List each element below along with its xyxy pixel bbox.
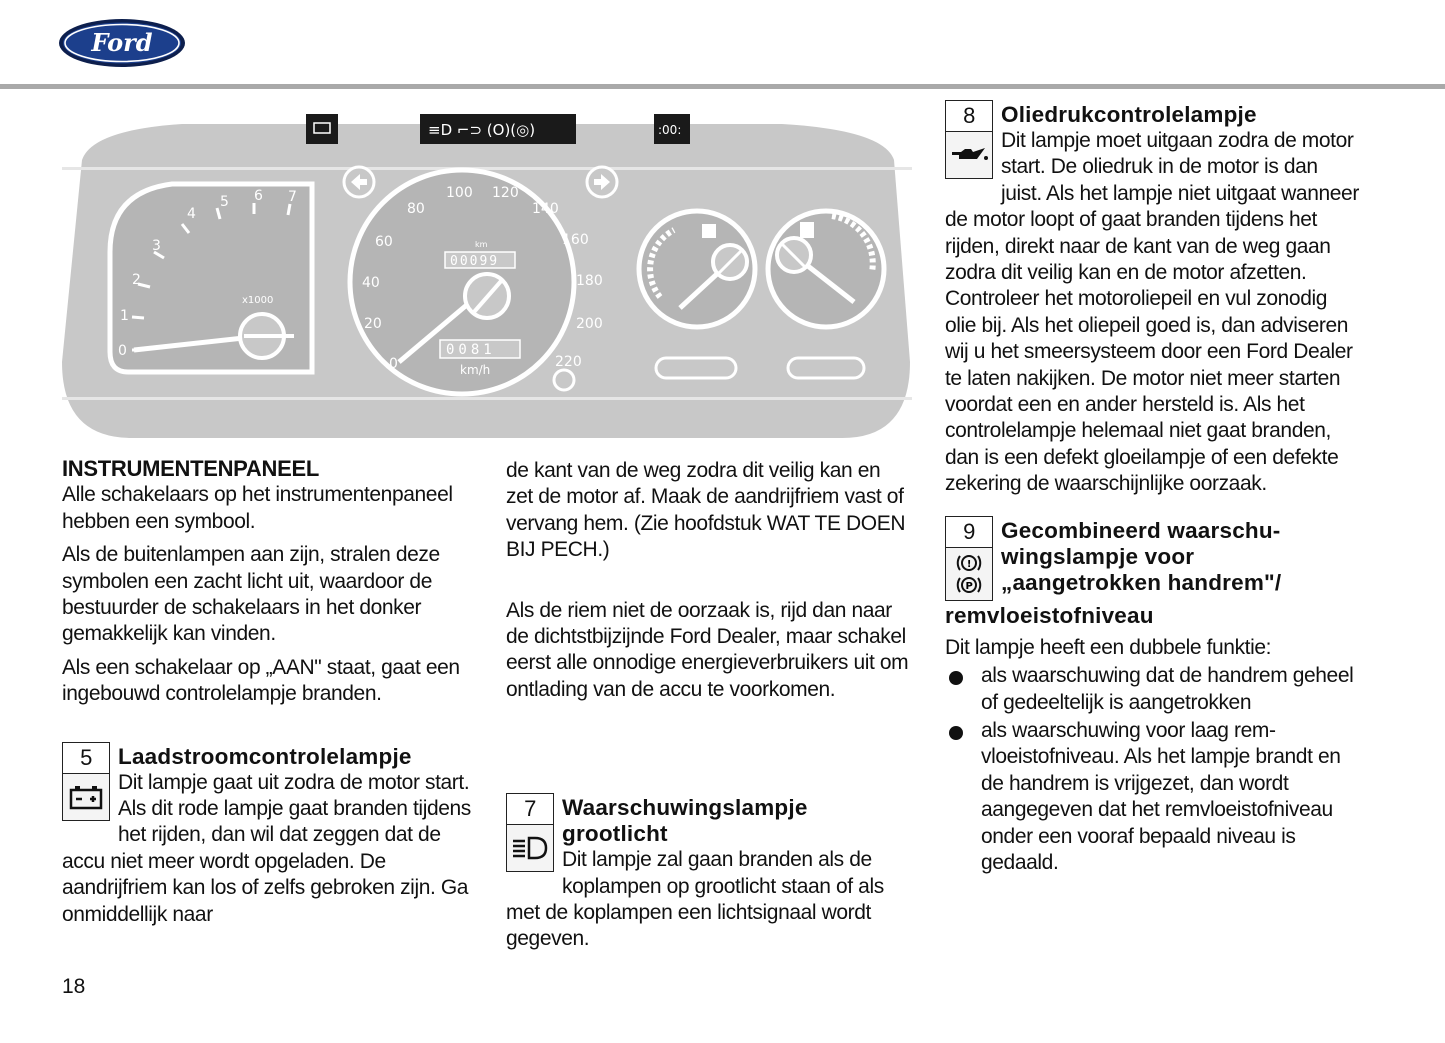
paragraph: Als een schakelaar op „AAN" staat, gaat een ingebouwd controlelampje branden. bbox=[62, 655, 460, 706]
svg-text:3: 3 bbox=[152, 238, 161, 254]
svg-text:1: 1 bbox=[120, 308, 129, 324]
list-item-text: als waarschuwing voor laag remvloeistofniveau. Als het lampje brandt en de handrem is vrijgezet, dan wordt aangegeven dat het remvloeistofniveau onder een vooraf bepaald niveau is gedaald. bbox=[981, 718, 1341, 874]
battery-icon bbox=[63, 774, 109, 820]
svg-text:4: 4 bbox=[187, 206, 196, 222]
oil-pressure-icon bbox=[946, 132, 992, 178]
svg-text:P: P bbox=[965, 580, 973, 592]
section-number: 7 bbox=[507, 794, 553, 825]
instrument-cluster-illustration bbox=[62, 112, 912, 442]
svg-text:180: 180 bbox=[576, 273, 603, 289]
svg-text:0: 0 bbox=[389, 356, 398, 372]
middle-column bbox=[506, 458, 910, 953]
svg-text:160: 160 bbox=[562, 232, 589, 248]
svg-text::00:: :00: bbox=[658, 123, 682, 137]
tach-label: 0 bbox=[118, 343, 127, 359]
section-text: Dit lampje moet uitgaan zodra de motor start. De oliedruk in de motor is dan juist. Als het lampje niet uitgaat wanneer de motor loopt of gaat branden tijdens het rijden, direkt naar de kant van de weg gaan zodra dit veilig kan en de motor afzetten. Controleer het motoroliepeil en vul zonodig olie bij. Als het oliepeil goed is, dan adviseren wij u het smeersysteem door een Ford Dealer te laten nakijken. De motor niet meer starten voordat een en ander hersteld is. Als het controlelampje helemaal niet gaat branden, dan is een defekt gloeilampje of een defekte zekering de waarschijnlijke oorzaak. bbox=[945, 129, 1359, 496]
paragraph: de kant van de weg zodra dit veilig kan en zet de motor af. Maak de aandrijfriem vast of vervang hem. (Zie hoofdstuk WAT TE DOEN BIJ PECH.) bbox=[506, 459, 906, 562]
section-heading: Laadstroomcontrolelampje bbox=[118, 743, 412, 769]
section-number: 8 bbox=[946, 101, 992, 132]
high-beam-icon bbox=[507, 825, 553, 871]
tach-unit: x1000 bbox=[242, 295, 274, 306]
list-item bbox=[945, 718, 1360, 876]
bullet-dot bbox=[949, 726, 963, 740]
svg-text:140: 140 bbox=[532, 201, 559, 217]
section-number-box bbox=[62, 742, 110, 821]
header-rule bbox=[0, 84, 1445, 89]
trip-meter: 0081 bbox=[446, 342, 496, 358]
svg-text:km: km bbox=[475, 240, 488, 249]
svg-text:5: 5 bbox=[220, 194, 229, 210]
svg-text:20: 20 bbox=[364, 316, 382, 332]
brake-warning-icon bbox=[946, 548, 992, 600]
temperature-gauge bbox=[639, 211, 755, 327]
fuel-gauge bbox=[768, 211, 884, 327]
right-column bbox=[945, 100, 1360, 876]
svg-text:220: 220 bbox=[555, 354, 582, 370]
section-title: INSTRUMENTENPANEEL bbox=[62, 456, 319, 481]
battery-warning-lamp bbox=[306, 114, 338, 144]
section-number-box bbox=[506, 793, 554, 872]
ford-logo bbox=[58, 18, 186, 68]
tachometer bbox=[110, 184, 312, 372]
section-heading: „aangetrokken handrem"/ bbox=[1001, 569, 1282, 595]
section-text: Dit lampje zal gaan branden als de koplampen op grootlicht staan of als met de koplampen een lichtsignaal wordt gegeven. bbox=[506, 848, 884, 951]
left-column bbox=[62, 456, 472, 928]
section-heading: remvloeistofniveau bbox=[945, 602, 1154, 628]
svg-text:100: 100 bbox=[446, 185, 473, 201]
section-number-box bbox=[945, 516, 993, 601]
section-heading: Oliedrukcontrolelampje bbox=[1001, 102, 1257, 127]
list-item bbox=[945, 663, 1360, 716]
section-number: 9 bbox=[946, 517, 992, 548]
svg-text:km/h: km/h bbox=[460, 363, 491, 377]
svg-text:40: 40 bbox=[362, 275, 380, 291]
indicator-pill-right bbox=[788, 358, 864, 378]
section-8 bbox=[945, 100, 1360, 498]
svg-text:≡D ⌐⊃ (O)(◎): ≡D ⌐⊃ (O)(◎) bbox=[428, 121, 536, 139]
bullet-list bbox=[945, 663, 1360, 876]
section-number: 5 bbox=[63, 743, 109, 774]
indicator-pill-left bbox=[656, 358, 736, 378]
section-9 bbox=[945, 516, 1360, 877]
svg-text:!: ! bbox=[966, 558, 972, 570]
svg-text:200: 200 bbox=[576, 316, 603, 332]
svg-text:2: 2 bbox=[132, 272, 141, 288]
svg-text:80: 80 bbox=[407, 201, 425, 217]
trip-reset-knob bbox=[554, 370, 574, 390]
paragraph: Alle schakelaars op het instrumentenpaneel hebben een symbool. bbox=[62, 483, 453, 533]
bullet-dot bbox=[949, 671, 963, 685]
paragraph: Als de riem niet de oorzaak is, rijd dan naar de dichtstbijzijnde Ford Dealer, maar schakel eerst alle onnodige energieverbruikers uit om ontlading van de accu te voorkomen. bbox=[506, 598, 909, 701]
section-text: Dit lampje heeft een dubbele funktie: bbox=[945, 635, 1272, 659]
section-heading: Gecombineerd waarschuwingslampje voor bbox=[1001, 517, 1281, 569]
svg-text:120: 120 bbox=[492, 185, 519, 201]
list-item-text: als waarschuwing dat de handrem geheel of gedeeltelijk is aangetrokken bbox=[981, 664, 1354, 714]
odometer: 00099 bbox=[450, 254, 500, 269]
section-text: Dit lampje gaat uit zodra de motor start. Als dit rode lampje gaat branden tijdens het rijden, dan wil dat zeggen dat de accu niet meer wordt opgeladen. De aandrijfriem kan los of zelfs gebroken zijn. Ga onmiddellijk naar bbox=[62, 770, 471, 926]
page-number: 18 bbox=[62, 975, 86, 998]
svg-text:7: 7 bbox=[288, 189, 297, 205]
section-number-box bbox=[945, 100, 993, 179]
svg-text:6: 6 bbox=[254, 188, 263, 204]
paragraph: Als de buitenlampen aan zijn, stralen deze symbolen een zacht licht uit, waardoor de bestuurder de schakelaars in het donker gemakkelijk kan vinden. bbox=[62, 543, 440, 646]
section-heading: Waarschuwingslampje grootlicht bbox=[562, 795, 808, 847]
section-5 bbox=[62, 742, 472, 928]
section-7 bbox=[506, 793, 910, 953]
ford-logo-text: Ford bbox=[91, 28, 153, 57]
svg-text:60: 60 bbox=[375, 234, 393, 250]
